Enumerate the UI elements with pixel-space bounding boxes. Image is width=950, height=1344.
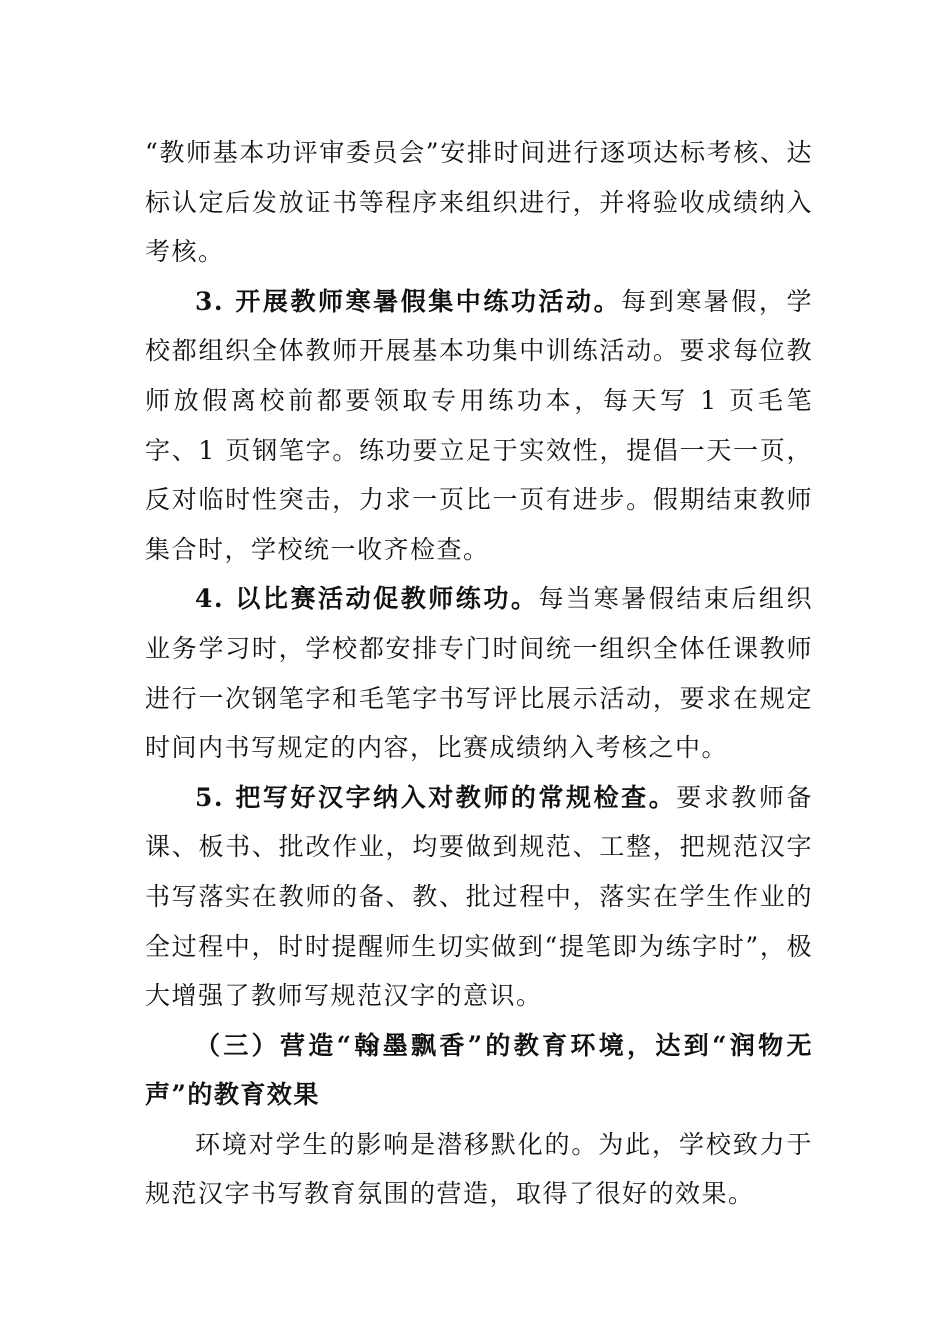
paragraph-text: 每当寒暑假结束后组织业务学习时，学校都安排专门时间统一组织全体任课教师进行一次钢笔字和毛笔字书写评比展示活动，要求在规定时间内书写规定的内容，比赛成绩纳入考核之中。 bbox=[145, 584, 813, 763]
paragraph-item-4 bbox=[145, 574, 813, 772]
paragraph-title: 4. 以比赛活动促教师练功。 bbox=[195, 584, 539, 614]
paragraph-item-5 bbox=[145, 773, 813, 1021]
paragraph-text: 要求教师备课、板书、批改作业，均要做到规范、工整，把规范汉字书写落实在教师的备、教、批过程中，落实在学生作业的全过程中，时时提醒师生切实做到“提笔即为练字时”，极大增强了教师写规范汉字的意识。 bbox=[145, 782, 813, 1011]
paragraph-continuation bbox=[145, 128, 813, 277]
paragraph-title: 5. 把写好汉字纳入对教师的常规检查。 bbox=[195, 782, 677, 812]
paragraph-text: 每到寒暑假，学校都组织全体教师开展基本功集中训练活动。要求每位教师放假离校前都要领取专用练功本，每天写 1 页毛笔字、1 页钢笔字。练功要立足于实效性，提倡一天一页，反对临时性突击，力求一页比一页有进步。假期结束教师集合时，学校统一收齐检查。 bbox=[145, 286, 813, 564]
paragraph-intro bbox=[145, 1120, 813, 1219]
paragraph-text: 环境对学生的影响是潜移默化的。为此，学校致力于规范汉字书写教育氛围的营造，取得了很好的效果。 bbox=[145, 1129, 813, 1209]
paragraph-title: 3. 开展教师寒暑假集中练功活动。 bbox=[195, 286, 622, 316]
paragraph-item-3 bbox=[145, 277, 813, 575]
document-body bbox=[145, 128, 813, 1219]
section-heading: （三）营造“翰墨飘香”的教育环境，达到“润物无声”的教育效果 bbox=[145, 1030, 813, 1110]
paragraph-text: “教师基本功评审委员会”安排时间进行逐项达标考核、达标认定后发放证书等程序来组织进行，并将验收成绩纳入考核。 bbox=[145, 138, 813, 267]
